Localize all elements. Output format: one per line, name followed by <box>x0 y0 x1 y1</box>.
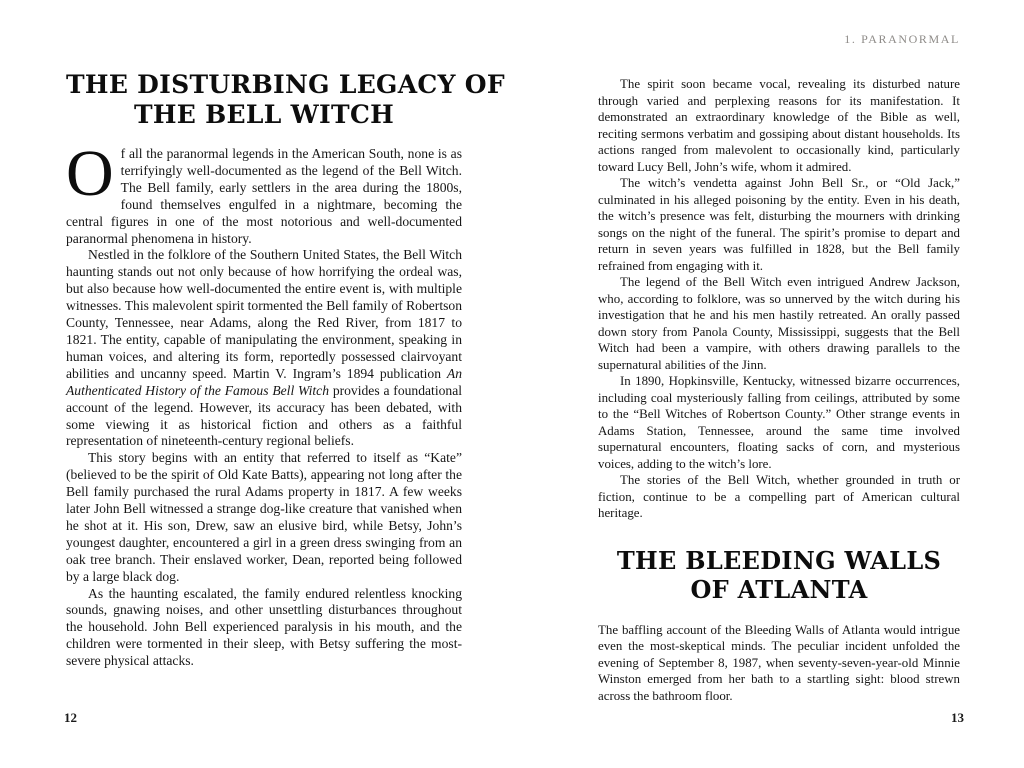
chapter-title-line1: THE DISTURBING LEGACY OF <box>66 70 505 99</box>
paragraph-folklore-text-after: provides a foundational account of the legend. However, its accuracy has been debated, with some viewing it as historical fiction and others as a faithful representation of nineteenth-century regional beliefs. <box>66 382 462 449</box>
paragraph-spirit-vocal: The spirit soon became vocal, revealing its disturbed nature through varied and perplexing reasons for its manifestation. It demonstrated an extraordinary knowledge of the Bible as well, reciting sermons verbatim and gossiping about distant households. Its actions ranged from malevolent to occasionally kind, particularly toward Lucy Bell, John’s wife, whom it admired. <box>598 77 960 174</box>
paragraph-haunting-escalated: As the haunting escalated, the family endured relentless knocking sounds, gnawing noises, and other unsettling disturbances throughout the household. John Bell experienced paralysis in his mouth, and the children were tormented in their sleep, with Betsy suffering the most-severe physical attacks. <box>66 585 462 669</box>
chapter-title <box>66 70 505 130</box>
drop-cap: O <box>66 137 114 210</box>
section-title-line2: OF ATLANTA <box>690 574 868 604</box>
section-title-line1: THE BLEEDING WALLS <box>616 545 942 575</box>
chapter-title-line2: THE BELL WITCH <box>133 100 395 129</box>
running-header: 1. PARANORMAL <box>844 32 960 46</box>
paragraph-vendetta: The witch’s vendetta against John Bell Sr., or “Old Jack,” culminated in his alleged poisoning by the entity. Even in his death, the witch’s presence was felt, disturbing the mourners with drinking songs on the night of the funeral. The spirit’s promise to depart and return in seven years was fulfilled in 1828, but the Bell family refrained from engaging with it. <box>598 176 960 273</box>
paragraph-bleeding-walls-intro: The baffling account of the Bleeding Walls of Atlanta would intrigue even the most-skeptical minds. The peculiar incident unfolded the evening of September 8, 1987, when seventy-seven-year-old Minnie Winston emerged from her bath to a startling sight: blood strewn across the bathroom floor. <box>598 622 960 703</box>
section-title <box>598 546 960 604</box>
book-title-italic: An Authenticated History of the Famous Bell Witch <box>66 365 462 398</box>
page-number-left: 12 <box>64 710 77 725</box>
page-number-right: 13 <box>951 710 964 725</box>
page-right <box>598 32 960 704</box>
paragraph-hopkinsville: In 1890, Hopkinsville, Kentucky, witnessed bizarre occurrences, including coal mysteriously falling from ceilings, attributed by some to the “Bell Witches of Robertson County.” Other strange events in Adams Station, Tennessee, around the same time involved supernatural encounters, floating sacks of corn, and mysterious voices, adding to the witch’s lore. <box>598 374 960 471</box>
paragraph-andrew-jackson: The legend of the Bell Witch even intrigued Andrew Jackson, who, according to folklore, was so unnerved by the witch during his investigation that he and his men hastily retreated. An orally passed down story from Panola County, Mississippi, suggests that the Bell Witch had been a vampire, with others drawing parallels to the supernatural abilities of the Jinn. <box>598 275 960 372</box>
paragraph-folklore-text: Nestled in the folklore of the Southern United States, the Bell Witch haunting stands out not only because of how horrifying the ordeal was, but also because how well-documented the entire event is, with multiple witnesses. This malevolent spirit tormented the Bell family of Robertson County, Tennessee, near Adams, along the Red River, from 1817 to 1821. The entity, capable of manipulating the environment, speaking in human voices, and altering its form, reportedly possessed clairvoyant abilities and uncanny speed. Martin V. Ingram’s 1894 publication <box>66 247 462 381</box>
paragraph-kate-story: This story begins with an entity that referred to itself as “Kate” (believed to be the spirit of Old Kate Batts), appearing not long after the Bell family purchased the rural Adams property in 1817. A few weeks later John Bell witnessed a strange dog-like creature that vanished when he shot at it. His son, Drew, saw an elusive bird, while Betsy, John’s youngest daughter, encountered a girl in a green dress swinging from an oak tree branch. Their enslaved worker, Dean, reported being followed by a large black dog. <box>66 450 462 584</box>
paragraph-legend-intro-text: f all the paranormal legends in the American South, none is as terrifyingly well-documented as the legend of the Bell Witch. The Bell family, early settlers in the area during the 1800s, found themselves engulfed in a nightmare, becoming the central figures in one of the most notorious and well-documented paranormal phenomena in history. <box>66 146 462 246</box>
page-left <box>66 70 505 670</box>
paragraph-stories-heritage: The stories of the Bell Witch, whether grounded in truth or fiction, continue to be a compelling part of American cultural heritage. <box>598 473 960 520</box>
paragraph-folklore <box>66 247 462 450</box>
paragraph-legend-intro <box>66 137 462 247</box>
